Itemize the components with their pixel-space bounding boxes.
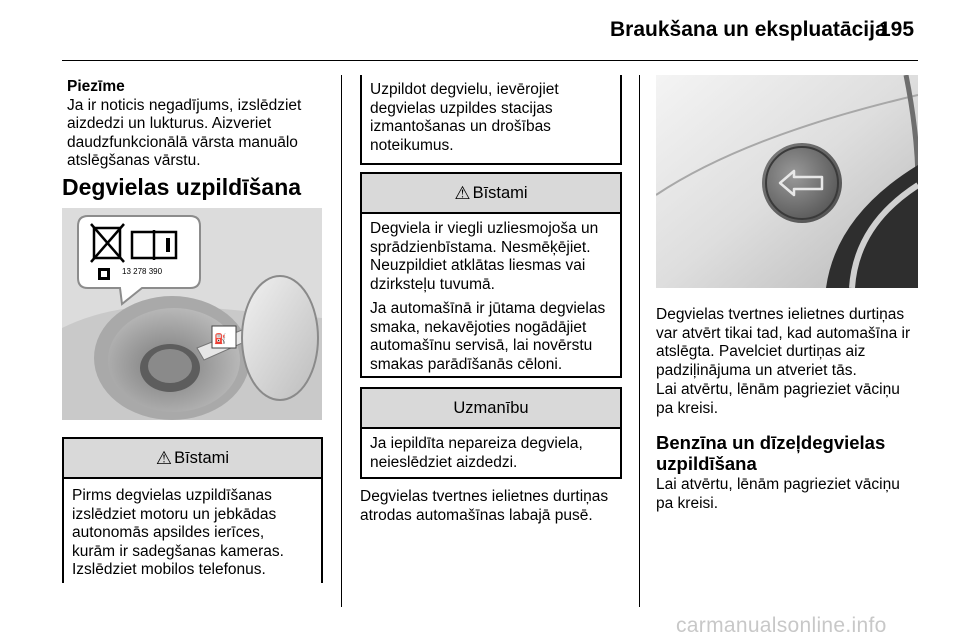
text-line: var atvērt tikai tad, kad automašīna ir bbox=[656, 324, 911, 342]
subheading-petrol-diesel bbox=[656, 432, 926, 474]
danger-line: Pirms degvielas uzpildīšanas bbox=[72, 487, 272, 504]
column-divider-1 bbox=[341, 75, 342, 607]
danger-box-flammable bbox=[360, 172, 622, 378]
danger-line: smakas parādīšanās cēloni. bbox=[370, 355, 563, 373]
note-line: aizdedzi un lukturus. Aizveriet bbox=[67, 115, 272, 132]
continued-line: Uzpildot degvielu, ievērojiet bbox=[370, 81, 559, 98]
col2-paragraph bbox=[360, 488, 630, 525]
col3-paragraph-3 bbox=[656, 476, 926, 513]
danger-box-title: Bīstami bbox=[174, 448, 230, 467]
caution-box-header bbox=[362, 389, 620, 429]
text-line: padziļinājuma un atveriet tās. bbox=[656, 361, 857, 379]
danger-box-header bbox=[362, 174, 620, 214]
continued-box bbox=[360, 75, 622, 165]
text-line: Degvielas tvertnes ielietnes durtiņas bbox=[656, 306, 905, 323]
caution-line: Ja iepildīta nepareiza degviela, bbox=[370, 435, 583, 452]
text-line: pa kreisi. bbox=[656, 399, 719, 417]
danger-line: dzirksteļu tuvumā. bbox=[370, 275, 495, 293]
danger-line: sprādzienbīstama. Nesmēķējiet. bbox=[370, 238, 591, 256]
svg-text:⛽: ⛽ bbox=[214, 334, 227, 345]
note-title: Piezīme bbox=[67, 78, 125, 95]
text-line: Degvielas tvertnes ielietnes durtiņas bbox=[360, 488, 609, 505]
danger-line: kurām ir sadegšanas kameras. bbox=[72, 542, 284, 560]
danger-box-ignition bbox=[62, 437, 323, 583]
danger-line: Ja automašīnā ir jūtama degvielas bbox=[370, 300, 606, 317]
watermark[interactable]: carmanualsonline.info bbox=[676, 614, 887, 637]
column-divider-2 bbox=[639, 75, 640, 607]
col3-paragraph-2 bbox=[656, 381, 926, 418]
fuel-door-photo bbox=[656, 75, 918, 288]
page-number: 195 bbox=[879, 18, 915, 41]
note-line: atslēgšanas vārstu. bbox=[67, 152, 201, 169]
col3-paragraph-1 bbox=[656, 306, 926, 380]
illustration-label-code: 13 278 390 bbox=[122, 267, 163, 276]
danger-line: Izslēdziet mobilos telefonus. bbox=[72, 561, 266, 578]
danger-box-header bbox=[64, 439, 321, 479]
danger-line: Degviela ir viegli uzliesmojoša un bbox=[370, 220, 599, 237]
fuel-filler-illustration bbox=[62, 208, 322, 420]
continued-line: noteikumus. bbox=[370, 136, 454, 154]
continued-line: izmantošanas un drošības bbox=[370, 118, 551, 135]
caution-box bbox=[360, 387, 622, 479]
danger-line: smaka, nekavējoties nogādājiet bbox=[370, 318, 587, 336]
section-heading: Degvielas uzpildīšana bbox=[62, 174, 302, 200]
subheading-line: Benzīna un dīzeļdegvielas bbox=[656, 432, 886, 453]
text-line: pa kreisi. bbox=[656, 494, 719, 512]
danger-line: autonomās apsildes ierīces, bbox=[72, 524, 265, 541]
warning-triangle-icon: ⚠ bbox=[454, 182, 471, 203]
danger-line: automašīnu servisā, lai novērstu bbox=[370, 337, 593, 354]
note-line: Ja ir noticis negadījums, izslēdziet bbox=[67, 96, 302, 114]
caution-box-title: Uzmanību bbox=[453, 398, 529, 417]
running-header-title: Braukšana un ekspluatācija bbox=[610, 18, 887, 41]
note-block bbox=[67, 78, 337, 171]
text-line: Lai atvērtu, lēnām pagrieziet vāciņu bbox=[656, 381, 900, 398]
danger-line: izslēdziet motoru un jebkādas bbox=[72, 505, 277, 523]
subheading-line: uzpildīšana bbox=[656, 453, 757, 474]
note-line: daudzfunkcionālā vārsta manuālo bbox=[67, 133, 298, 151]
caution-line: neieslēdziet aizdedzi. bbox=[370, 453, 518, 471]
text-line: Lai atvērtu, lēnām pagrieziet vāciņu bbox=[656, 476, 900, 493]
danger-box-title: Bīstami bbox=[472, 183, 528, 202]
header-rule bbox=[62, 60, 918, 61]
continued-line: degvielas uzpildes stacijas bbox=[370, 99, 553, 117]
text-line: atrodas automašīnas labajā pusē. bbox=[360, 506, 593, 524]
warning-triangle-icon: ⚠ bbox=[155, 447, 173, 468]
text-line: atslēgta. Pavelciet durtiņas aiz bbox=[656, 343, 866, 360]
danger-line: Neuzpildiet atklātas liesmas vai bbox=[370, 257, 586, 274]
